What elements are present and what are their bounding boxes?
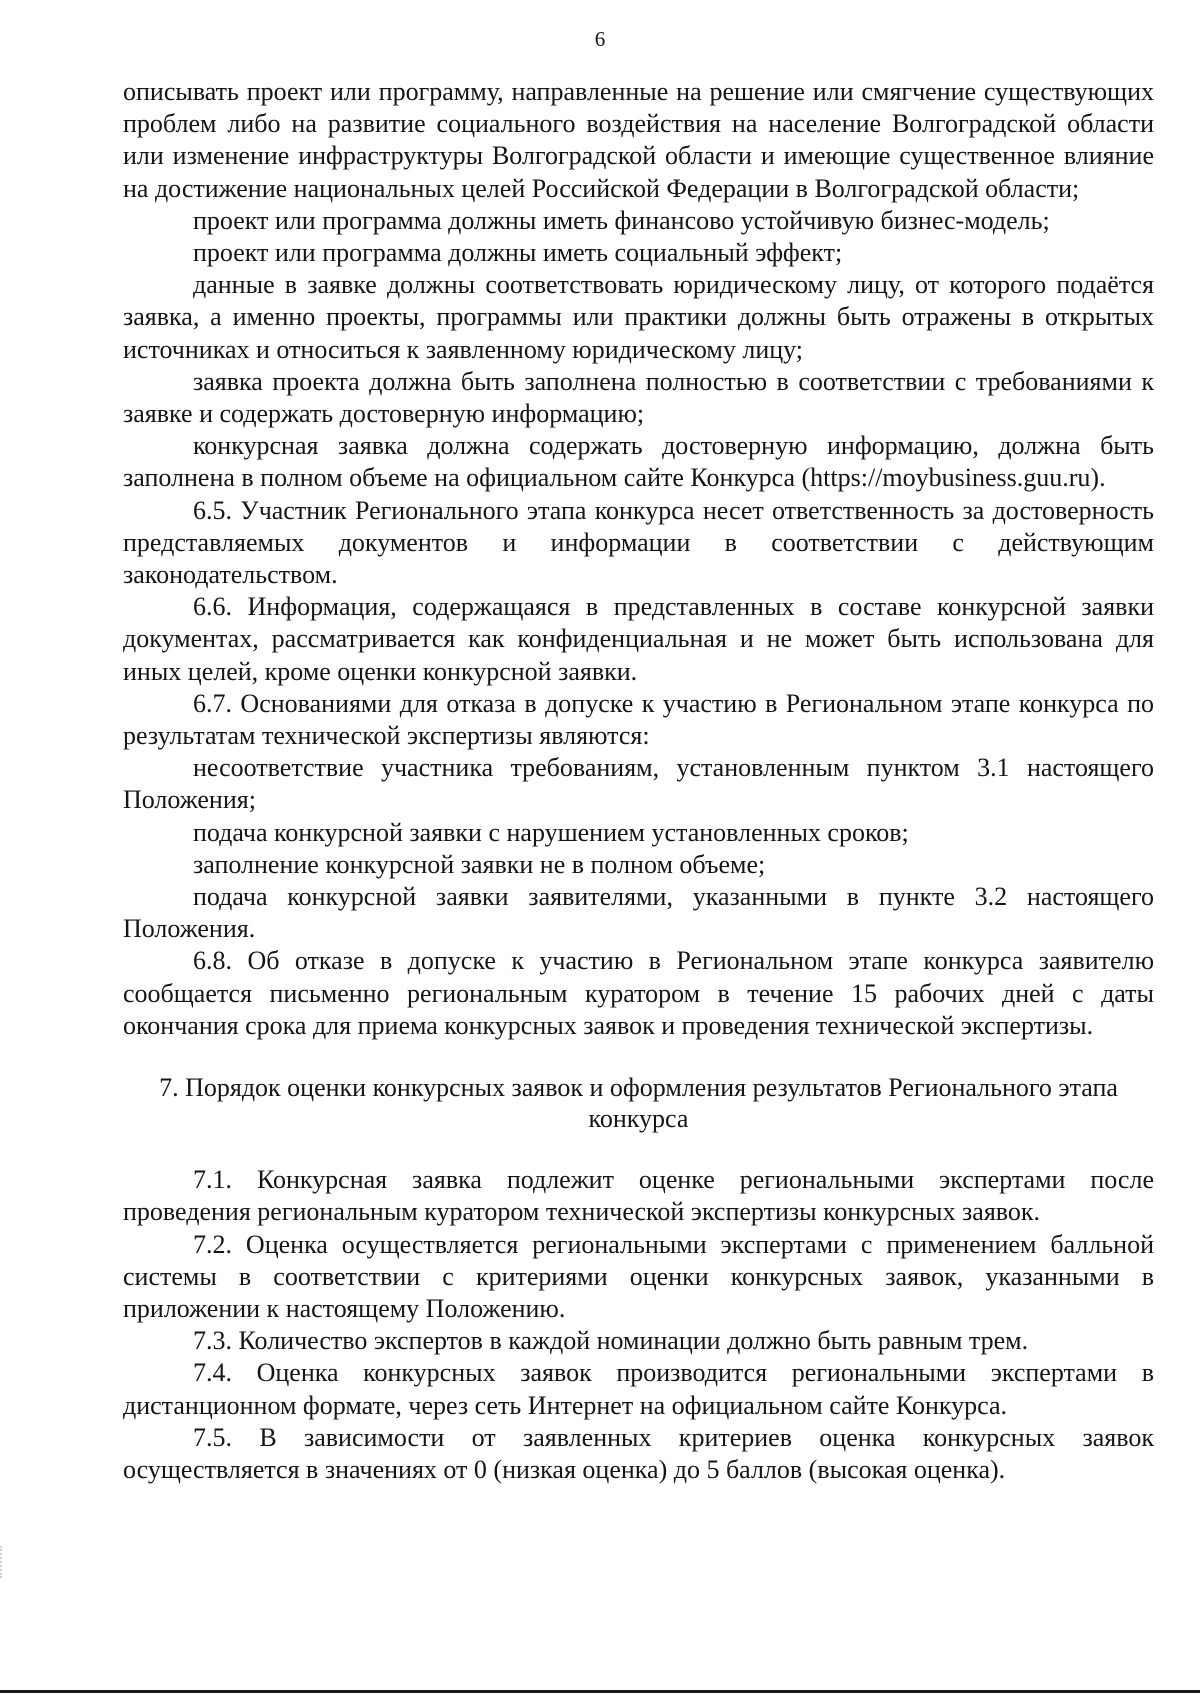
section-7-heading: 7. Порядок оценки конкурсных заявок и оформления результатов Регионального этапа конкурса <box>159 1073 1118 1134</box>
document-body <box>123 76 1154 1486</box>
paragraph-7-1: 7.1. Конкурсная заявка подлежит оценке региональными экспертами после проведения региональным куратором технической экспертизы конкурсных заявок. <box>123 1165 1154 1227</box>
paragraph-requirement-reliable-info: конкурсная заявка должна содержать достоверную информацию, должна быть заполнена в полном объеме на официальном сайте Конкурса (https://moybusiness.guu.ru). <box>123 431 1154 493</box>
page-bottom-edge <box>0 1690 1200 1693</box>
paragraph-refusal-reason-4: подача конкурсной заявки заявителями, указанными в пункте 3.2 настоящего Положения. <box>123 882 1154 944</box>
paragraph-6-6: 6.6. Информация, содержащаяся в представленных в составе конкурсной заявки документах, рассматривается как конфиденциальная и не может быть использована для иных целей, кроме оценки конкурсной заявки. <box>123 592 1154 686</box>
paragraph-7-4: 7.4. Оценка конкурсных заявок производится региональными экспертами в дистанционном формате, через сеть Интернет на официальном сайте Конкурса. <box>123 1358 1154 1420</box>
paragraph-requirement-social-effect: проект или программа должны иметь социальный эффект; <box>193 238 843 268</box>
paragraph-refusal-reason-1: несоответствие участника требованиям, установленным пунктом 3.1 настоящего Положения; <box>123 753 1154 815</box>
paragraph-refusal-reason-3: заполнение конкурсной заявки не в полном объеме; <box>193 849 766 879</box>
paragraph-6-7: 6.7. Основаниями для отказа в допуске к участию в Региональном этапе конкурса по результатам технической экспертизы являются: <box>123 688 1154 751</box>
paragraph-7-3: 7.3. Количество экспертов в каждой номинации должно быть равным трем. <box>193 1326 1029 1356</box>
paragraph-6-8: 6.8. Об отказе в допуске к участию в Региональном этапе конкурса заявителю сообщается письменно региональным куратором в течение 15 рабочих дней с даты окончания срока для приема конкурсных заявок и проведения технической экспертизы. <box>123 946 1154 1040</box>
paragraph-requirement-business-model: проект или программа должны иметь финансово устойчивую бизнес-модель; <box>193 205 1050 235</box>
paragraph-7-5: 7.5. В зависимости от заявленных критериев оценка конкурсных заявок осуществляется в значениях от 0 (низкая оценка) до 5 баллов (высокая оценка). <box>123 1422 1154 1484</box>
scan-margin-marks <box>0 1546 14 1578</box>
paragraph-refusal-reason-2: подача конкурсной заявки с нарушением установленных сроков; <box>193 817 909 847</box>
paragraph-6-5: 6.5. Участник Регионального этапа конкурса несет ответственность за достоверность представляемых документов и информации в соответствии с действующим законодательством. <box>123 495 1154 590</box>
paragraph-7-2: 7.2. Оценка осуществляется региональными экспертами с применением балльной системы в соответствии с критериями оценки конкурсных заявок, указанными в приложении к настоящему Положению. <box>123 1229 1154 1323</box>
page-number: 6 <box>594 27 606 51</box>
paragraph-requirement-filled: заявка проекта должна быть заполнена полностью в соответствии с требованиями к заявке и содержать достоверную информацию; <box>123 366 1154 429</box>
paragraph-requirement-legal-entity: данные в заявке должны соответствовать юридическому лицу, от которого подаётся заявка, а именно проекты, программы или практики должны быть отражены в открытых источниках и относиться к заявленному юридическому лицу; <box>123 270 1154 364</box>
paragraph-continuation: описывать проект или программу, направленные на решение или смягчение существующих проблем либо на развитие социального воздействия на население Волгоградской области или изменение инфраструктуры Волгоградской области и имеющие существенное влияние на достижение национальных целей Российской Федерации в Волгоградской области; <box>123 77 1154 203</box>
